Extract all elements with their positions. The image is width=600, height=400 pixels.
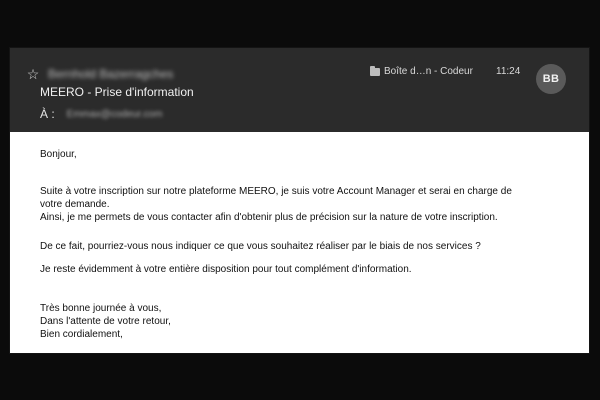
folder-name: Boîte d…n - Codeur (384, 66, 473, 77)
sender-row (26, 66, 173, 82)
folder-label[interactable] (370, 66, 473, 77)
paragraph-intro-line-3: Ainsi, je me permets de vous contacter afin d'obtenir plus de précision sur la nature de votre inscription. (40, 212, 498, 223)
paragraph-intro-line-2: votre demande. (40, 199, 110, 210)
closing-line-2: Dans l'attente de votre retour, (40, 316, 171, 327)
paragraph-availability: Je reste évidemment à votre entière disposition pour tout complément d'information. (40, 264, 412, 275)
closing-line-3: Bien cordialement, (40, 329, 123, 340)
sender-name[interactable]: Bernhold Bazerragches (48, 67, 174, 81)
recipient-row (40, 107, 162, 121)
email-subject: MEERO - Prise d'information (40, 85, 194, 99)
star-icon[interactable]: ☆ (26, 66, 40, 82)
folder-icon (370, 68, 380, 76)
paragraph-intro-line-1: Suite à votre inscription sur notre plateforme MEERO, je suis votre Account Manager et serai en charge de (40, 186, 512, 197)
to-label: À : (40, 107, 55, 121)
email-time: 11:24 (496, 66, 521, 77)
closing-line-1: Très bonne journée à vous, (40, 303, 162, 314)
recipient-address[interactable]: Emmax@codeur.com (66, 108, 163, 120)
email-window (10, 48, 589, 353)
email-header (10, 48, 589, 132)
avatar[interactable]: BB (536, 64, 566, 94)
paragraph-question: De ce fait, pourriez-vous nous indiquer ce que vous souhaitez réaliser par le biais de nos services ? (40, 241, 481, 252)
closing-lines (40, 302, 560, 341)
greeting: Bonjour, (40, 149, 77, 160)
paragraph-intro (40, 185, 560, 224)
